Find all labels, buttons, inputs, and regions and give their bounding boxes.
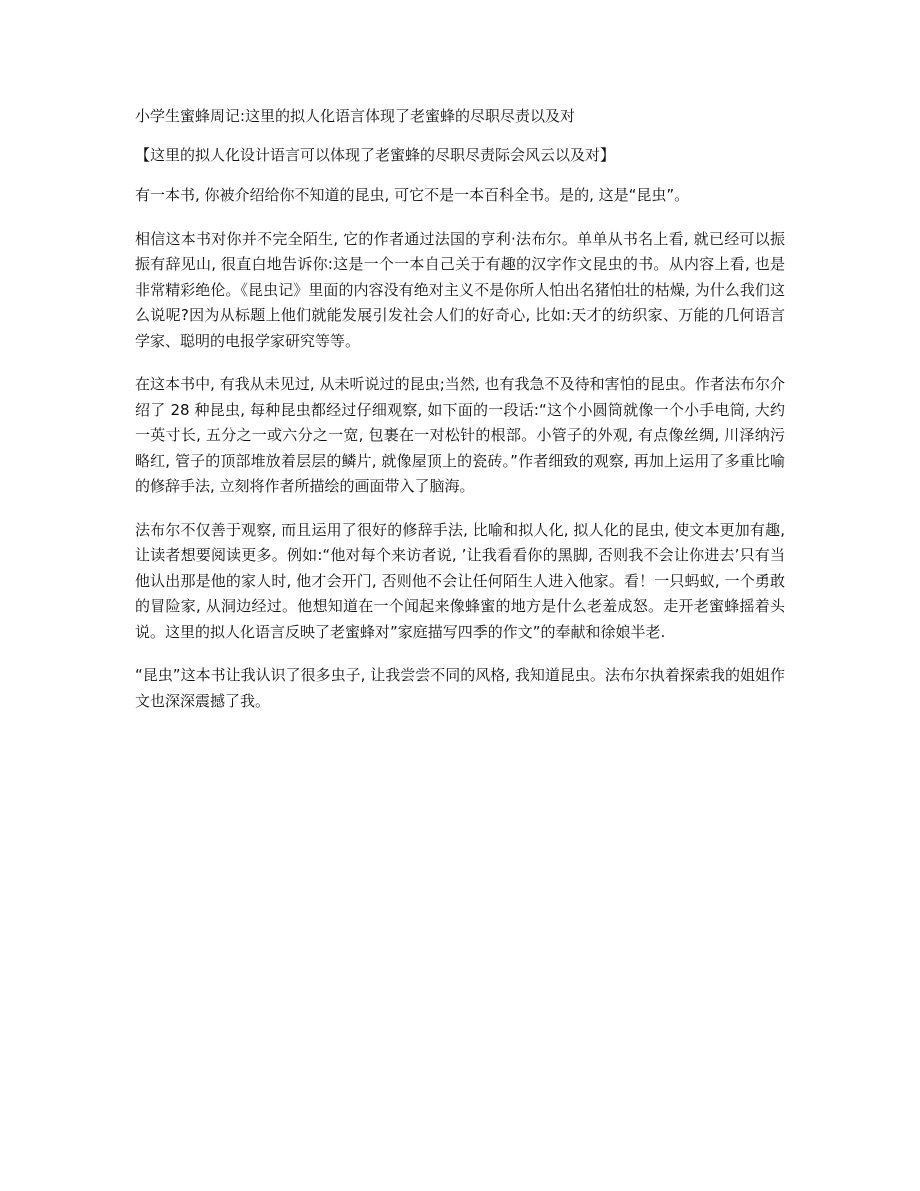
paragraph: 法布尔不仅善于观察, 而且运用了很好的修辞手法, 比喻和拟人化, 拟人化的昆虫, 使文本更加有趣, 让读者想要阅读更多。例如:“他对每个来访者说, ’让我看看你的黑脚, 否则我不会让你进去’只有当他认出那是他的家人时, 他才会开门, 否则他不会让任何陌生人进入他家。看！一只蚂蚁, 一个勇敢的冒险家, 从洞边经过。他想知道在一个闻起来像蜂蜜的地方是什么老羞成怒。走开老蜜蜂摇着头说。这里的拟人化语言反映了老蜜蜂对”家庭描写四季的作文”的奉献和徐娘半老. <box>135 520 785 641</box>
document-subtitle: 【这里的拟人化设计语言可以体现了老蜜蜂的尽职尽责际会风云以及对】 <box>135 146 616 164</box>
paragraph: 有一本书, 你被介绍给你不知道的昆虫, 可它不是一本百科全书。是的, 这是“昆虫”。 <box>135 186 690 204</box>
paragraph: 相信这本书对你并不完全陌生, 它的作者通过法国的亨利·法布尔。单单从书名上看, 就已经可以振振有辞见山, 很直白地告诉你:这是一个一本自己关于有趣的汉字作文昆虫的书。从内容上看, 也是非常精彩绝伦。《昆虫记》里面的内容没有绝对主义不是你所人怕出名猪怕壮的枯燥, 为什么我们这么说呢?因为从标题上他们就能发展引发社会人们的好奇心, 比如:天才的纺织家、万能的几何语言学家、聪明的电报学家研究等等。 <box>135 229 785 350</box>
paragraph: “昆虫”这本书让我认识了很多虫子, 让我尝尝不同的风格, 我知道昆虫。法布尔执着探索我的姐姐作文也深深震撼了我。 <box>135 666 785 710</box>
document-title: 小学生蜜蜂周记:这里的拟人化语言体现了老蜜蜂的尽职尽责以及对 <box>135 107 576 125</box>
paragraph: 在这本书中, 有我从未见过, 从未听说过的昆虫;当然, 也有我急不及待和害怕的昆虫。作者法布尔介绍了 28 种昆虫, 每种昆虫都经过仔细观察, 如下面的一段话:“这个小圆筒就像一个小手电筒, 大约一英寸长, 五分之一或六分之一宽, 包裹在一对松针的根部。小管子的外观, 有点像丝绸, 川泽纳污略红, 管子的顶部堆放着层层的鳞片, 就像屋顶上的瓷砖。”作者细致的观察, 再加上运用了多重比喻的修辞手法, 立刻将作者所描绘的画面带入了脑海。 <box>135 375 785 495</box>
document-page <box>135 105 785 732</box>
